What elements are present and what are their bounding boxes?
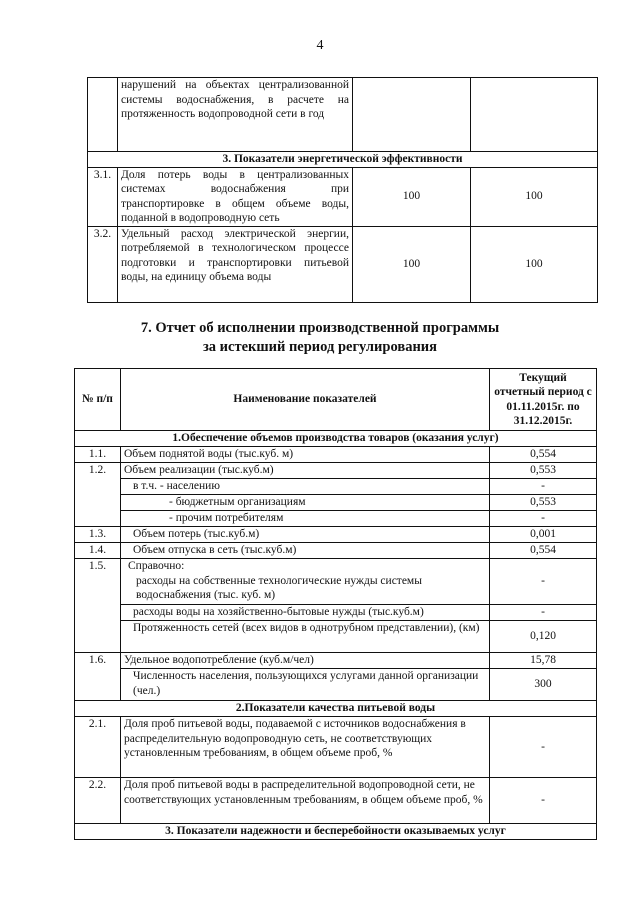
row-number: 3.2. bbox=[88, 226, 118, 302]
row-number: 1.3. bbox=[75, 527, 121, 543]
table-row bbox=[75, 495, 597, 511]
row-number: 2.1. bbox=[75, 717, 121, 778]
indicator-name: - бюджетным организациям bbox=[121, 495, 490, 511]
row-number: 1.5. bbox=[75, 559, 121, 605]
column-header-num: № п/п bbox=[75, 369, 121, 431]
table-row bbox=[75, 717, 597, 778]
indicator-value: 0,553 bbox=[490, 463, 597, 479]
indicator-value: - bbox=[490, 778, 597, 824]
indicator-value: 0,554 bbox=[490, 447, 597, 463]
table-row bbox=[75, 653, 597, 669]
page-number: 4 bbox=[316, 38, 324, 53]
indicator-label: Справочно: bbox=[128, 560, 185, 572]
indicator-name bbox=[121, 559, 490, 605]
row-number bbox=[88, 78, 118, 152]
table-row bbox=[75, 527, 597, 543]
indicator-name: Объем потерь (тыс.куб.м) bbox=[121, 527, 490, 543]
indicator-value: 0,120 bbox=[490, 621, 597, 653]
indicator-name: - прочим потребителям bbox=[121, 511, 490, 527]
table-row bbox=[75, 511, 597, 527]
indicator-value: 0,554 bbox=[490, 543, 597, 559]
row-number: 1.2. bbox=[75, 463, 121, 479]
indicator-name: Протяженность сетей (всех видов в однотрубном представлении), (км) bbox=[121, 621, 490, 653]
row-number: 1.6. bbox=[75, 653, 121, 669]
indicator-value: - bbox=[490, 479, 597, 495]
production-program-table bbox=[74, 368, 597, 840]
column-header-period: Текущий отчетный период с 01.11.2015г. по 31.12.2015г. bbox=[490, 369, 597, 431]
indicator-value bbox=[353, 78, 471, 152]
indicator-value: 100 bbox=[471, 226, 598, 302]
indicator-name: нарушений на объектах централизованной системы водоснабжения, в расчете на протяженность водопроводной сети в год bbox=[118, 78, 353, 152]
indicator-value: 0,553 bbox=[490, 495, 597, 511]
section-header-row bbox=[75, 824, 597, 840]
table-row bbox=[88, 226, 598, 302]
indicator-value: 100 bbox=[471, 167, 598, 226]
top-indicators-table bbox=[87, 77, 598, 303]
table-row bbox=[75, 559, 597, 605]
table-row bbox=[75, 778, 597, 824]
section-header-row bbox=[75, 701, 597, 717]
indicator-name: Объем реализации (тыс.куб.м) bbox=[121, 463, 490, 479]
table-row bbox=[88, 78, 598, 152]
report-heading-line1: 7. Отчет об исполнении производственной программы bbox=[140, 320, 500, 336]
indicator-name: Доля проб питьевой воды, подаваемой с источников водоснабжения в распределительную водопроводную сеть, не соответствующих установленным требованиям, в общем объеме проб, % bbox=[121, 717, 490, 778]
table-row bbox=[88, 167, 598, 226]
section-title: 2.Показатели качества питьевой воды bbox=[75, 701, 597, 717]
indicator-name: Удельный расход электрической энергии, потребляемой в технологическом процессе подготовки и транспортировки питьевой воды, на единицу объема воды bbox=[118, 226, 353, 302]
table-row bbox=[75, 669, 597, 701]
indicator-value: 0,001 bbox=[490, 527, 597, 543]
table-header-row bbox=[75, 369, 597, 431]
indicator-value: - bbox=[490, 511, 597, 527]
indicator-value: - bbox=[490, 605, 597, 621]
section-title: 1.Обеспечение объемов производства товаров (оказания услуг) bbox=[75, 431, 597, 447]
section-header-row bbox=[88, 152, 598, 168]
indicator-value: - bbox=[490, 717, 597, 778]
row-number: 1.1. bbox=[75, 447, 121, 463]
indicator-value: 300 bbox=[490, 669, 597, 701]
row-number: 1.4. bbox=[75, 543, 121, 559]
table-row bbox=[75, 605, 597, 621]
indicator-name: Доля проб питьевой воды в распределительной водопроводной сети, не соответствующих установленным требованиям, в общем объеме проб, % bbox=[121, 778, 490, 824]
section-title: 3. Показатели энергетической эффективности bbox=[88, 152, 598, 168]
indicator-value: 15,78 bbox=[490, 653, 597, 669]
table-row bbox=[75, 479, 597, 495]
column-header-name: Наименование показателей bbox=[121, 369, 490, 431]
table-row bbox=[75, 621, 597, 653]
row-number: 3.1. bbox=[88, 167, 118, 226]
row-number: 2.2. bbox=[75, 778, 121, 824]
indicator-value: - bbox=[490, 559, 597, 605]
indicator-name: Доля потерь воды в централизованных системах водоснабжения при транспортировке в общем объеме воды, поданной в водопроводную сеть bbox=[118, 167, 353, 226]
indicator-name: Объем отпуска в сеть (тыс.куб.м) bbox=[121, 543, 490, 559]
section-title: 3. Показатели надежности и бесперебойности оказываемых услуг bbox=[75, 824, 597, 840]
indicator-subtext: расходы на собственные технологические нужды системы водоснабжения (тыс. куб. м) bbox=[136, 574, 422, 601]
indicator-value: 100 bbox=[353, 226, 471, 302]
indicator-name: расходы воды на хозяйственно-бытовые нужды (тыс.куб.м) bbox=[121, 605, 490, 621]
table-row bbox=[75, 463, 597, 479]
indicator-name: Объем поднятой воды (тыс.куб. м) bbox=[121, 447, 490, 463]
indicator-name: Численность населения, пользующихся услугами данной организации (чел.) bbox=[121, 669, 490, 701]
section-header-row bbox=[75, 431, 597, 447]
indicator-value: 100 bbox=[353, 167, 471, 226]
indicator-name: Удельное водопотребление (куб.м/чел) bbox=[121, 653, 490, 669]
indicator-name: в т.ч. - населению bbox=[121, 479, 490, 495]
indicator-value bbox=[471, 78, 598, 152]
table-row bbox=[75, 543, 597, 559]
table-row bbox=[75, 447, 597, 463]
report-heading-line2: за истекший период регулирования bbox=[202, 339, 438, 355]
